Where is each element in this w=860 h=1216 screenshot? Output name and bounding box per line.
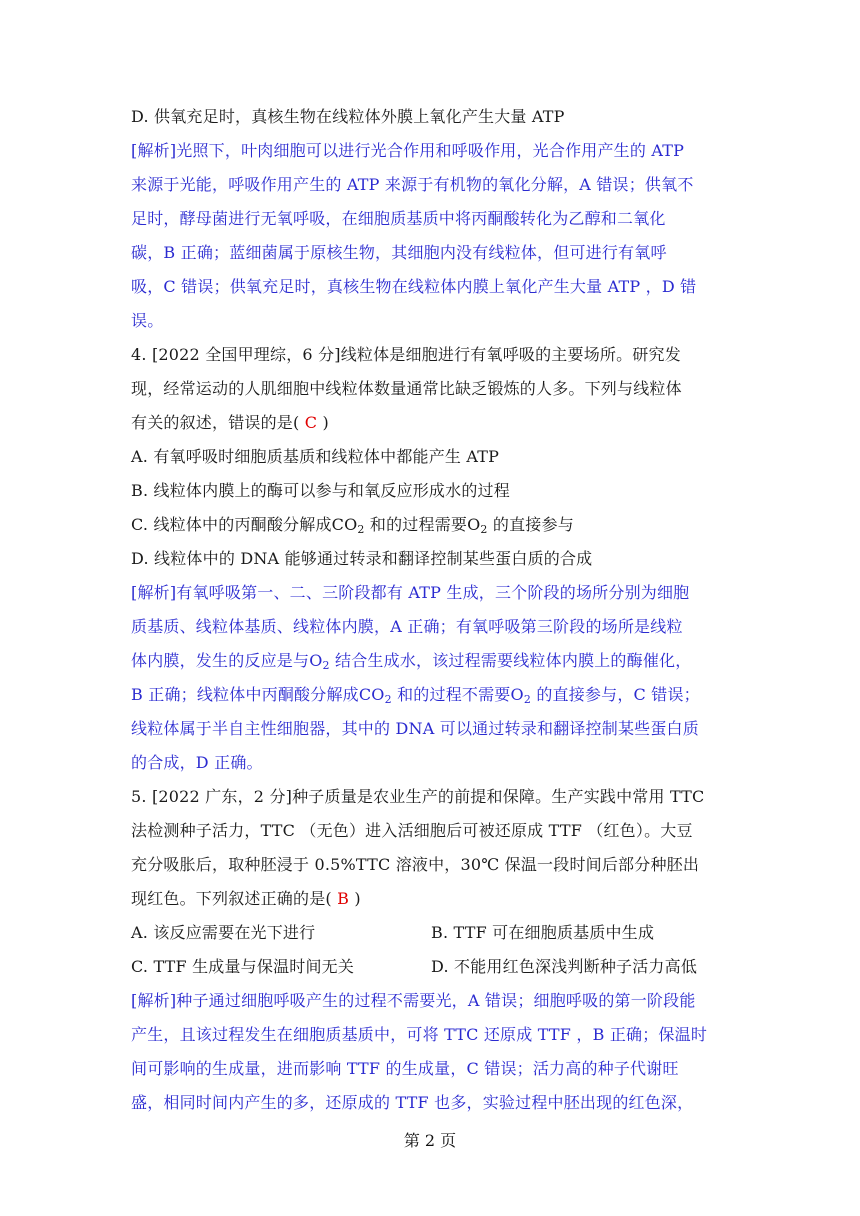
- line-text: 和的过程不需要O: [391, 685, 524, 704]
- explanation-line: [131, 202, 731, 236]
- subscript: 2: [523, 693, 532, 706]
- question-line: [131, 372, 731, 406]
- option-left: C. TTF 生成量与保温时间无关: [131, 957, 355, 976]
- question-line: [131, 100, 731, 134]
- line-text: B. 线粒体内膜上的酶可以参与和氧反应形成水的过程: [131, 481, 510, 500]
- line-text: A. 有氧呼吸时细胞质基质和线粒体中都能产生 ATP: [131, 447, 500, 466]
- line-text: 线粒体属于半自主性细胞器，其中的 DNA 可以通过转录和翻译控制某些蛋白质: [131, 719, 699, 738]
- document-body: [131, 100, 731, 1120]
- explanation-line: [131, 1018, 731, 1052]
- line-text: 有关的叙述，错误的是(: [131, 413, 300, 432]
- subscript: 2: [357, 523, 365, 536]
- question-line: [131, 474, 731, 508]
- option-right: D. 不能用红色深浅判断种子活力高低: [431, 957, 698, 976]
- line-text: 来源于光能，呼吸作用产生的 ATP 来源于有机物的氧化分解，A 错误；供氧不: [131, 175, 694, 194]
- line-text: 体内膜，发生的反应是与O: [131, 651, 323, 670]
- line-text: 4. [2022 全国甲理综，6 分]线粒体是细胞进行有氧呼吸的主要场所。研究发: [131, 345, 681, 364]
- explanation-line: [131, 134, 731, 168]
- question-line: [131, 406, 731, 440]
- explanation-line: [131, 678, 731, 712]
- explanation-line: [131, 984, 731, 1018]
- line-text: D. 线粒体中的 DNA 能够通过转录和翻译控制某些蛋白质的合成: [131, 549, 593, 568]
- subscript: 2: [322, 659, 330, 672]
- explanation-line: [131, 236, 731, 270]
- explanation-line: [131, 270, 731, 304]
- question-line: [131, 848, 731, 882]
- line-text: 误。: [131, 311, 164, 330]
- question-line: [131, 916, 731, 950]
- line-text: C. 线粒体中的丙酮酸分解成CO: [131, 515, 358, 534]
- line-text: 碳，B 正确；蓝细菌属于原核生物，其细胞内没有线粒体，但可进行有氧呼: [131, 243, 667, 262]
- line-text: ): [354, 889, 361, 908]
- line-text: 的直接参与: [487, 515, 574, 534]
- line-text: D. 供氧充足时，真核生物在线粒体外膜上氧化产生大量 ATP: [131, 107, 565, 126]
- line-text: [解析]有氧呼吸第一、二、三阶段都有 ATP 生成，三个阶段的场所分别为细胞: [131, 583, 690, 602]
- line-text: 现红色。下列叙述正确的是(: [131, 889, 332, 908]
- line-text: 的直接参与，C 错误；: [531, 685, 700, 704]
- explanation-line: [131, 712, 731, 746]
- explanation-line: [131, 610, 731, 644]
- explanation-line: [131, 746, 731, 780]
- question-line: [131, 508, 731, 542]
- explanation-line: [131, 168, 731, 202]
- line-text: B 正确；线粒体中丙酮酸分解成CO: [131, 685, 385, 704]
- explanation-line: [131, 576, 731, 610]
- line-text: 充分吸胀后，取种胚浸于 0.5%TTC 溶液中，30℃ 保温一段时间后部分种胚出: [131, 855, 700, 874]
- question-line: [131, 440, 731, 474]
- subscript: 2: [480, 523, 488, 536]
- explanation-line: [131, 1052, 731, 1086]
- answer-letter: C: [299, 413, 323, 432]
- line-text: 和的过程需要O: [364, 515, 481, 534]
- question-line: [131, 542, 731, 576]
- answer-letter: B: [331, 889, 355, 908]
- line-text: 间可影响的生成量，进而影响 TTF 的生成量，C 错误；活力高的种子代谢旺: [131, 1059, 679, 1078]
- line-text: 产生，且该过程发生在细胞质基质中，可将 TTC 还原成 TTF ，B 正确；保温时: [131, 1025, 708, 1044]
- question-line: [131, 882, 731, 916]
- line-text: 5. [2022 广东，2 分]种子质量是农业生产的前提和保障。生产实践中常用 TTC: [131, 787, 705, 806]
- line-text: 质基质、线粒体基质、线粒体内膜，A 正确；有氧呼吸第三阶段的场所是线粒: [131, 617, 683, 636]
- option-left: A. 该反应需要在光下进行: [131, 923, 316, 942]
- line-text: 法检测种子活力，TTC （无色）进入活细胞后可被还原成 TTF （红色）。大豆: [131, 821, 693, 840]
- option-right: B. TTF 可在细胞质基质中生成: [431, 923, 655, 942]
- line-text: 吸，C 错误；供氧充足时，真核生物在线粒体内膜上氧化产生大量 ATP ，D 错: [131, 277, 697, 296]
- explanation-line: [131, 1086, 731, 1120]
- question-line: [131, 780, 731, 814]
- line-text: [解析]种子通过细胞呼吸产生的过程不需要光，A 错误；细胞呼吸的第一阶段能: [131, 991, 696, 1010]
- line-text: 盛，相同时间内产生的多，还原成的 TTF 也多，实验过程中胚出现的红色深，: [131, 1093, 694, 1112]
- question-line: [131, 338, 731, 372]
- question-line: [131, 814, 731, 848]
- line-text: 现，经常运动的人肌细胞中线粒体数量通常比缺乏锻炼的人多。下列与线粒体: [131, 379, 682, 398]
- line-text: 的合成，D 正确。: [131, 753, 263, 772]
- question-line: [131, 950, 731, 984]
- line-text: ): [322, 413, 329, 432]
- subscript: 2: [384, 693, 392, 706]
- line-text: 足时，酵母菌进行无氧呼吸，在细胞质基质中将丙酮酸转化为乙醇和二氧化: [131, 209, 666, 228]
- line-text: 结合生成水，该过程需要线粒体内膜上的酶催化，: [329, 651, 692, 670]
- page-number: 第 2 页: [403, 1131, 457, 1150]
- line-text: [解析]光照下，叶肉细胞可以进行光合作用和呼吸作用，光合作用产生的 ATP: [131, 141, 685, 160]
- explanation-line: [131, 644, 731, 678]
- explanation-line: [131, 304, 731, 338]
